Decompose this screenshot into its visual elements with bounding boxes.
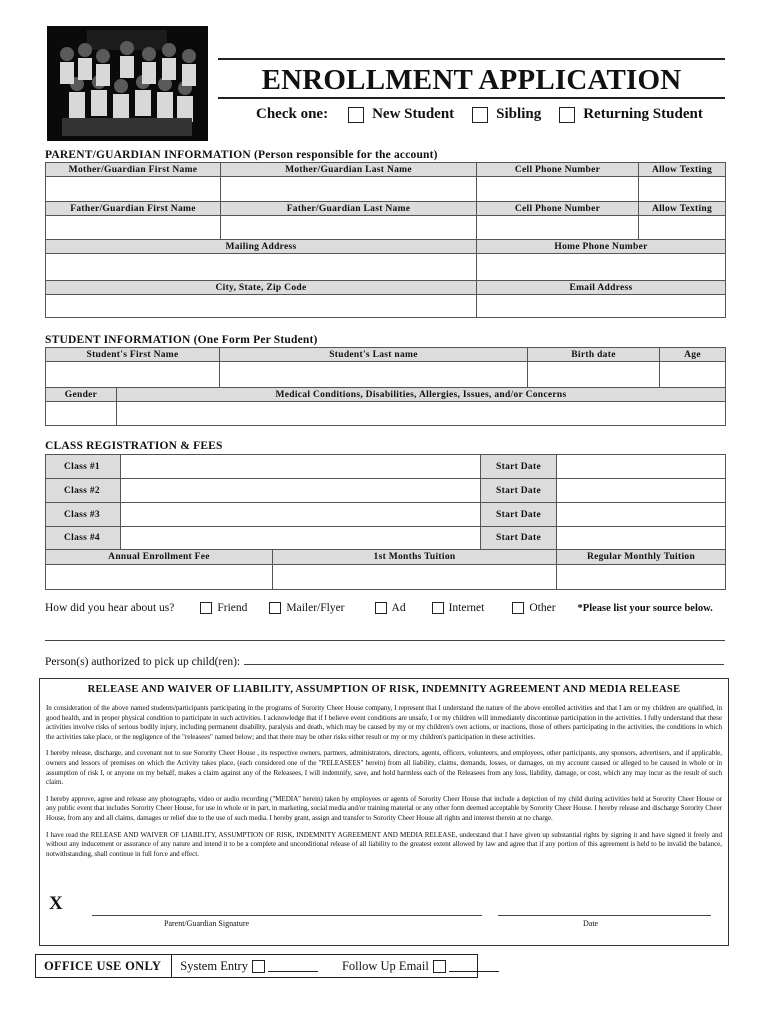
internet-label: Internet bbox=[448, 602, 485, 614]
release-title: RELEASE AND WAIVER OF LIABILITY, ASSUMPTION OF RISK, INDEMNITY AGREEMENT AND MEDIA RELEASE bbox=[87, 684, 681, 695]
signature-line[interactable] bbox=[92, 915, 482, 916]
team-photo bbox=[47, 26, 208, 141]
student-section-title: STUDENT INFORMATION (One Form Per Student) bbox=[45, 334, 318, 346]
release-paragraph-3: I hereby approve, agree and release any photographs, video or audio recording ("MEDIA" herein) taken by employees or agents of Sorority Cheer House that include a depiction of my child during activities held at Sorority Cheer House or any public event that includes Sorority Cheer House, for use in whole or in part, in marketing, social media and/or training material or any other form deemed acceptable by Sorority Cheer House. I hereby release and discharge Sorority Cheer House, from any and all claims, damages or relief due to the use of such media. I hereby grant, assign and transfer to Sorority Cheer House all rights and interest therein at no charge. bbox=[46, 794, 722, 822]
system-entry-item bbox=[180, 959, 318, 974]
monthly-tuition-header: Regular Monthly Tuition bbox=[557, 550, 726, 565]
birth-date-header: Birth date bbox=[528, 348, 660, 362]
system-entry-line[interactable] bbox=[268, 961, 318, 972]
returning-student-checkbox[interactable] bbox=[559, 107, 575, 123]
father-cell-header: Cell Phone Number bbox=[477, 202, 639, 216]
student-type-row bbox=[256, 106, 703, 123]
pickup-label: Person(s) authorized to pick up child(ren): bbox=[45, 656, 241, 668]
medical-header: Medical Conditions, Disabilities, Allergies, Issues, and/or Concerns bbox=[117, 388, 726, 402]
annual-fee-header: Annual Enrollment Fee bbox=[46, 550, 273, 565]
father-cell-field[interactable] bbox=[477, 216, 639, 240]
birth-date-field[interactable] bbox=[528, 362, 660, 388]
class-section-title: CLASS REGISTRATION & FEES bbox=[45, 440, 223, 452]
friend-checkbox[interactable] bbox=[200, 602, 212, 614]
class-2-start-field[interactable] bbox=[557, 479, 726, 503]
class-3-field[interactable] bbox=[121, 503, 481, 527]
hear-about-row bbox=[45, 602, 713, 614]
parent-table bbox=[45, 162, 726, 318]
class-1-start-field[interactable] bbox=[557, 455, 726, 479]
date-line[interactable] bbox=[498, 915, 711, 916]
hear-question: How did you hear about us? bbox=[45, 602, 175, 614]
class-2-field[interactable] bbox=[121, 479, 481, 503]
city-state-zip-header: City, State, Zip Code bbox=[46, 281, 477, 295]
class-2-start-label: Start Date bbox=[481, 479, 557, 503]
friend-label: Friend bbox=[217, 602, 248, 614]
medical-field[interactable] bbox=[117, 402, 726, 426]
title-bottom-rule bbox=[218, 97, 725, 99]
home-phone-header: Home Phone Number bbox=[477, 240, 726, 254]
check-one-label: Check one: bbox=[256, 106, 329, 122]
gender-header: Gender bbox=[46, 388, 117, 402]
system-entry-label: System Entry bbox=[180, 958, 248, 973]
city-state-zip-field[interactable] bbox=[46, 295, 477, 318]
student-first-field[interactable] bbox=[46, 362, 220, 388]
source-note: *Please list your source below. bbox=[577, 602, 713, 614]
class-table bbox=[45, 454, 726, 590]
mailing-address-header: Mailing Address bbox=[46, 240, 477, 254]
mother-last-header: Mother/Guardian Last Name bbox=[221, 163, 477, 177]
class-4-start-field[interactable] bbox=[557, 527, 726, 550]
student-table bbox=[45, 347, 726, 426]
source-line[interactable] bbox=[45, 640, 725, 641]
pickup-field[interactable] bbox=[244, 655, 724, 665]
follow-up-checkbox[interactable] bbox=[433, 960, 446, 973]
signature-x-mark: X bbox=[49, 893, 63, 914]
release-paragraph-1: In consideration of the above named students/participants participating in the programs of Sorority Cheer House company, I represent that I understand the nature of the above enrolled activities and that I am or my children are qualified, in good health, and in proper physical condition to participate in such activities. I acknowledge that if I believe event conditions are unsafe, I or my children will immediately discontinue participation in the activities. I fully understand that these activities involve risks of serious bodily injury, including permanent disability, paralysis and death, which may be caused by my or my children's own actions, or inactions, those of others participating in the activities, the conditions in which the activities take place, or the negligence of the "releasees" named below; and that there may be other risks either result or my or my children's participation in these activities. bbox=[46, 704, 722, 741]
system-entry-checkbox[interactable] bbox=[252, 960, 265, 973]
age-header: Age bbox=[660, 348, 726, 362]
internet-checkbox[interactable] bbox=[432, 602, 444, 614]
mailer-checkbox[interactable] bbox=[269, 602, 281, 614]
title-top-rule bbox=[218, 58, 725, 60]
first-tuition-header: 1st Months Tuition bbox=[273, 550, 557, 565]
gender-field[interactable] bbox=[46, 402, 117, 426]
mother-last-field[interactable] bbox=[221, 177, 477, 202]
class-1-field[interactable] bbox=[121, 455, 481, 479]
class-1-label: Class #1 bbox=[46, 455, 121, 479]
class-2-label: Class #2 bbox=[46, 479, 121, 503]
email-field[interactable] bbox=[477, 295, 726, 318]
class-4-field[interactable] bbox=[121, 527, 481, 550]
father-last-header: Father/Guardian Last Name bbox=[221, 202, 477, 216]
annual-fee-field[interactable] bbox=[46, 565, 273, 590]
mother-first-field[interactable] bbox=[46, 177, 221, 202]
returning-student-label: Returning Student bbox=[583, 106, 703, 122]
home-phone-field[interactable] bbox=[477, 254, 726, 281]
father-first-header: Father/Guardian First Name bbox=[46, 202, 221, 216]
mother-cell-header: Cell Phone Number bbox=[477, 163, 639, 177]
mother-texting-field[interactable] bbox=[639, 177, 726, 202]
parent-section-title: PARENT/GUARDIAN INFORMATION (Person responsible for the account) bbox=[45, 149, 438, 161]
class-3-start-field[interactable] bbox=[557, 503, 726, 527]
date-label: Date bbox=[583, 919, 599, 928]
follow-up-item bbox=[342, 959, 499, 974]
monthly-tuition-field[interactable] bbox=[557, 565, 726, 590]
first-tuition-field[interactable] bbox=[273, 565, 557, 590]
father-first-field[interactable] bbox=[46, 216, 221, 240]
page-title: ENROLLMENT APPLICATION bbox=[261, 64, 682, 96]
class-4-start-label: Start Date bbox=[481, 527, 557, 550]
other-checkbox[interactable] bbox=[512, 602, 524, 614]
release-paragraph-2: I hereby release, discharge, and covenant not to sue Sorority Cheer House , its respective owners, partners, administrators, directors, agents, officers, volunteers, and employees, other participants, any sponsors, advertisers, and if applicable, owners and lessors of premises on which the Activity takes place, (each considered one of the "RELEASEES" herein) from all liability, claims, demands, losses, or damages, on my account caused or alleged to be caused in whole or in assumption of risk I, or anyone on my behalf, makes a claim against any of the Releasees, I will indemnify, save, and hold harmless each of the Releasees from any loss, liability, damage, or cost, which any may incur as the result of such claim. bbox=[46, 749, 722, 787]
class-3-label: Class #3 bbox=[46, 503, 121, 527]
follow-up-line[interactable] bbox=[449, 961, 499, 972]
ad-checkbox[interactable] bbox=[375, 602, 387, 614]
sibling-label: Sibling bbox=[496, 106, 542, 122]
other-label: Other bbox=[529, 602, 556, 614]
student-last-field[interactable] bbox=[220, 362, 528, 388]
class-3-start-label: Start Date bbox=[481, 503, 557, 527]
mother-texting-header: Allow Texting bbox=[639, 163, 726, 177]
father-texting-header: Allow Texting bbox=[639, 202, 726, 216]
release-paragraph-4: I have read the RELEASE AND WAIVER OF LIABILITY, ASSUMPTION OF RISK, INDEMNITY AGREEMENT AND MEDIA RELEASE, understand that I have given up substantial rights by signing it and have signed it freely and without any inducement or assurance of any nature and intend it to be a complete and unconditional release of all liability to the greatest extent allowed by law and agree that if any portion of this agreement is held to be invalid the balance, notwithstanding, shall continue in full force and effect. bbox=[46, 830, 722, 858]
mother-cell-field[interactable] bbox=[477, 177, 639, 202]
office-use-box bbox=[35, 954, 478, 978]
sibling-checkbox[interactable] bbox=[472, 107, 488, 123]
signature-label: Parent/Guardian Signature bbox=[164, 919, 250, 928]
student-first-header: Student's First Name bbox=[46, 348, 220, 362]
new-student-checkbox[interactable] bbox=[348, 107, 364, 123]
release-box bbox=[39, 678, 729, 946]
office-use-label: OFFICE USE ONLY bbox=[36, 955, 172, 977]
father-texting-field[interactable] bbox=[639, 216, 726, 240]
pickup-row bbox=[45, 655, 724, 668]
class-1-start-label: Start Date bbox=[481, 455, 557, 479]
ad-label: Ad bbox=[391, 602, 406, 614]
class-4-label: Class #4 bbox=[46, 527, 121, 550]
student-last-header: Student's Last name bbox=[220, 348, 528, 362]
age-field[interactable] bbox=[660, 362, 726, 388]
mother-first-header: Mother/Guardian First Name bbox=[46, 163, 221, 177]
mailing-address-field[interactable] bbox=[46, 254, 477, 281]
new-student-label: New Student bbox=[372, 106, 455, 122]
father-last-field[interactable] bbox=[221, 216, 477, 240]
mailer-label: Mailer/Flyer bbox=[286, 602, 345, 614]
email-header: Email Address bbox=[477, 281, 726, 295]
follow-up-label: Follow Up Email bbox=[341, 958, 429, 973]
